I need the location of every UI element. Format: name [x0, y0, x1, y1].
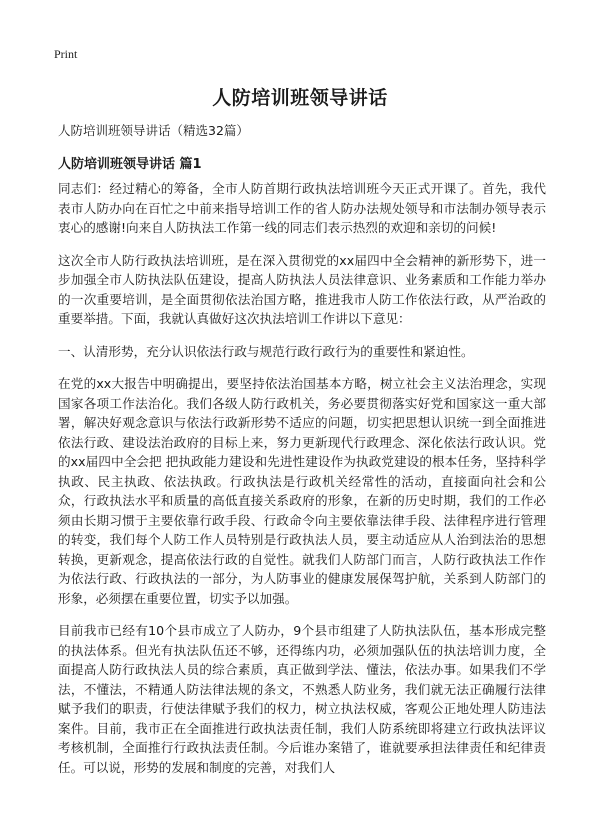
paragraph-intro: 这次全市人防行政执法培训班，是在深入贯彻党的xx届四中全会精神的新形势下，进一步加强全市人防执法队伍建设，提高人防执法人员法律意识、业务素质和工作能力举办的一次重要培训，是全面贯彻依法治国方略，推进我市人防工作依法行政，从严治政的重要举措。下面，我就认真做好这次执法培训工作讲以下意见：	[58, 252, 546, 326]
paragraph-point-one: 一、认清形势，充分认识依法行政与规范行政行政行为的重要性和紧迫性。	[58, 343, 474, 359]
paragraph-current-status: 目前我市已经有10个县市成立了人防办，9个县市组建了人防执法队伍，基本形成完整的执法体系。但光有执法队伍还不够，还得练内功，必须加强队伍的执法培训力度，全面提高人防行政执法人员的综合素质，真正做到学法、懂法，依法办事。如果我们不学法，不懂法，不精通人防法律法规的条文，不熟悉人防业务，我们就无法正确履行法律赋予我们的职责，行使法律赋予我们的权力，树立执法权威，客观公正地处理人防违法案件。目前，我市正在全面推进行政执法责任制，我们人防系统即将建立行政执法评议考核机制，全面推行行政执法责任制。今后谁办案错了，谁就要承担法律责任和纪律责任。可以说，形势的发展和制度的完善，对我们人	[58, 623, 546, 775]
document-subtitle: 人防培训班领导讲话（精选32篇）	[58, 123, 249, 138]
document-title: 人防培训班领导讲话	[212, 87, 388, 109]
paragraph-body: 在党的xx大报告中明确提出，要坚持依法治国基本方略，树立社会主义法治理念，实现国家各项工作法治化。我们各级人防行政机关，务必要贯彻落实好党和国家这一重大部署，解决好观念意识与依法行政新形势不适应的问题，切实把思想认识统一到全面推进依法行政、建设法治政府的目标上来，努力更新现代行政理念、深化依法行政认识。党的xx届四中全会把 把执政能力建设和先进性建设作为执政党建设的根本任务，坚持科学执政、民主执政、依法执政。行政执法是行政机关经常性的活动，直接面向社会和公众，行政执法水平和质量的高低直接关系政府的形象，在新的历史时期，我们的工作必须由长期习惯于主要依靠行政手段、行政命令向主要依靠法律手段、法律程序进行管理的转变，我们每个人防工作人员特别是行政执法人员，要主动适应从人治到法治的思想转换，更新观念，提高依法行政的自觉性。就我们人防部门而言，人防行政执法工作作为依法行政、行政执法的一部分，为人防事业的健康发展保驾护航，关系到人防部门的形象，必须摆在重要位置，切实予以加强。	[58, 376, 546, 606]
section-heading: 人防培训班领导讲话 篇1	[58, 157, 202, 172]
print-link[interactable]: Print	[54, 47, 78, 61]
document-body	[58, 179, 546, 790]
paragraph-greeting: 同志们：经过精心的筹备，全市人防首期行政执法培训班今天正式开课了。首先，我代表市人防办向在百忙之中前来指导培训工作的省人防办法规处领导和市法制办领导表示衷心的感谢!向来自人防执法工作第一线的同志们表示热烈的欢迎和亲切的问候!	[58, 181, 546, 235]
